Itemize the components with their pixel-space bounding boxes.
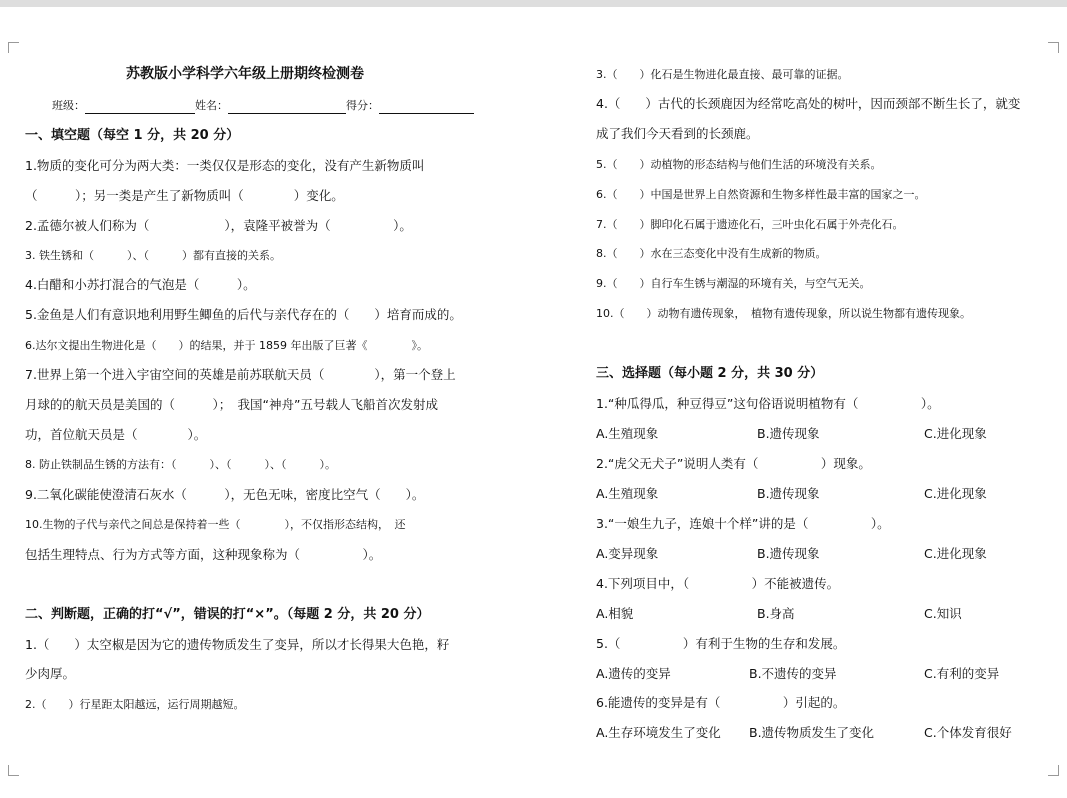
fill-blank-line: 8. 防止铁制品生锈的方法有：（ ）、（ ）、（ ）。 [25, 458, 336, 471]
judge-line: 5.（ ）动植物的形态结构与他们生活的环境没有关系。 [596, 158, 882, 171]
student-info-row [52, 98, 474, 114]
fill-blank-line: 6.达尔文提出生物进化是（ ）的结果，并于 1859 年出版了巨著《 》。 [25, 339, 428, 352]
choice-question: 1.“种瓜得瓜，种豆得豆”这句俗语说明植物有（ ）。 [596, 396, 940, 411]
choice-question: 2.“虎父无犬子”说明人类有（ ）现象。 [596, 456, 871, 471]
section2-heading: 二、判断题，正确的打“√”，错误的打“×”。（每题 2 分，共 20 分） [25, 607, 430, 622]
fill-blank-line: 功，首位航天员是（ ）。 [25, 427, 207, 442]
judge-line: 3.（ ）化石是生物进化最直接、最可靠的证据。 [596, 68, 849, 81]
choice-option-c: C.进化现象 [924, 546, 987, 561]
name-blank[interactable] [228, 101, 346, 114]
judge-line: 10.（ ）动物有遗传现象， 植物有遗传现象，所以说生物都有遗传现象。 [596, 307, 971, 320]
window-top-bar [0, 0, 1067, 7]
choice-option-a: A.生殖现象 [596, 486, 659, 501]
section1-heading: 一、填空题（每空 1 分，共 20 分） [25, 128, 240, 143]
page-corner-mark [1048, 765, 1059, 776]
choice-option-b: B.遗传现象 [757, 486, 820, 501]
fill-blank-line: 2.孟德尔被人们称为（ ），袁隆平被誉为（ ）。 [25, 218, 412, 233]
choice-question: 6.能遗传的变异是有（ ）引起的。 [596, 695, 846, 710]
judge-line: 6.（ ）中国是世界上自然资源和生物多样性最丰富的国家之一。 [596, 188, 926, 201]
choice-question: 5.（ ）有利于生物的生存和发展。 [596, 636, 846, 651]
choice-option-b: B.遗传物质发生了变化 [749, 725, 875, 740]
fill-blank-line: （ ）；另一类是产生了新物质叫（ ）变化。 [25, 188, 344, 203]
choice-option-a: A.相貌 [596, 606, 634, 621]
fill-blank-line: 3. 铁生锈和（ ）、（ ）都有直接的关系。 [25, 249, 281, 262]
page-corner-mark [8, 765, 19, 776]
class-label: 班级： [52, 99, 85, 112]
choice-option-a: A.变异现象 [596, 546, 659, 561]
choice-option-c: C.进化现象 [924, 426, 987, 441]
name-label: 姓名： [195, 99, 228, 112]
choice-option-c: C.知识 [924, 606, 962, 621]
fill-blank-line: 10.生物的子代与亲代之间总是保持着一些（ ），不仅指形态结构， 还 [25, 518, 406, 531]
choice-question: 3.“一娘生九子，连娘十个样”讲的是（ ）。 [596, 516, 890, 531]
fill-blank-line: 4.白醋和小苏打混合的气泡是（ ）。 [25, 277, 256, 292]
fill-blank-line: 9.二氧化碳能使澄清石灰水（ ），无色无味，密度比空气（ ）。 [25, 487, 425, 502]
judge-line: 1.（ ）太空椒是因为它的遗传物质发生了变异，所以才长得果大色艳，籽 [25, 637, 450, 652]
judge-line: 2.（ ）行星距太阳越远，运行周期越短。 [25, 698, 245, 711]
score-label: 得分： [346, 99, 379, 112]
fill-blank-line: 月球的的航天员是美国的（ ）； 我国“神舟”五号载人飞船首次发射成 [25, 397, 438, 412]
choice-option-c: C.个体发育很好 [924, 725, 1012, 740]
score-blank[interactable] [379, 101, 474, 114]
choice-question: 4.下列项目中，（ ）不能被遗传。 [596, 576, 840, 591]
judge-line: 7.（ ）脚印化石属于遗迹化石，三叶虫化石属于外壳化石。 [596, 218, 904, 231]
choice-option-a: A.遗传的变异 [596, 666, 671, 681]
judge-line: 成了我们今天看到的长颈鹿。 [596, 126, 759, 141]
choice-option-b: B.身高 [757, 606, 795, 621]
choice-option-b: B.遗传现象 [757, 426, 820, 441]
fill-blank-line: 1.物质的变化可分为两大类：一类仅仅是形态的变化，没有产生新物质叫 [25, 158, 425, 173]
choice-option-b: B.不遗传的变异 [749, 666, 837, 681]
choice-option-a: A.生存环境发生了变化 [596, 725, 721, 740]
judge-line: 9.（ ）自行车生锈与潮湿的环境有关，与空气无关。 [596, 277, 871, 290]
page-corner-mark [8, 42, 19, 53]
fill-blank-line: 包括生理特点、行为方式等方面，这种现象称为（ ）。 [25, 547, 382, 562]
choice-option-c: C.有利的变异 [924, 666, 1000, 681]
class-blank[interactable] [85, 101, 195, 114]
section3-heading: 三、选择题（每小题 2 分，共 30 分） [596, 366, 824, 381]
judge-line: 8.（ ）水在三态变化中没有生成新的物质。 [596, 247, 827, 260]
page-title: 苏教版小学科学六年级上册期终检测卷 [126, 66, 364, 82]
choice-option-a: A.生殖现象 [596, 426, 659, 441]
page-corner-mark [1048, 42, 1059, 53]
judge-line: 4.（ ）古代的长颈鹿因为经常吃高处的树叶，因而颈部不断生长了，就变 [596, 96, 1021, 111]
judge-line: 少肉厚。 [25, 666, 76, 681]
choice-option-c: C.进化现象 [924, 486, 987, 501]
fill-blank-line: 5.金鱼是人们有意识地利用野生鲫鱼的后代与亲代存在的（ ）培育而成的。 [25, 307, 462, 322]
fill-blank-line: 7.世界上第一个进入宇宙空间的英雄是前苏联航天员（ ），第一个登上 [25, 367, 456, 382]
choice-option-b: B.遗传现象 [757, 546, 820, 561]
